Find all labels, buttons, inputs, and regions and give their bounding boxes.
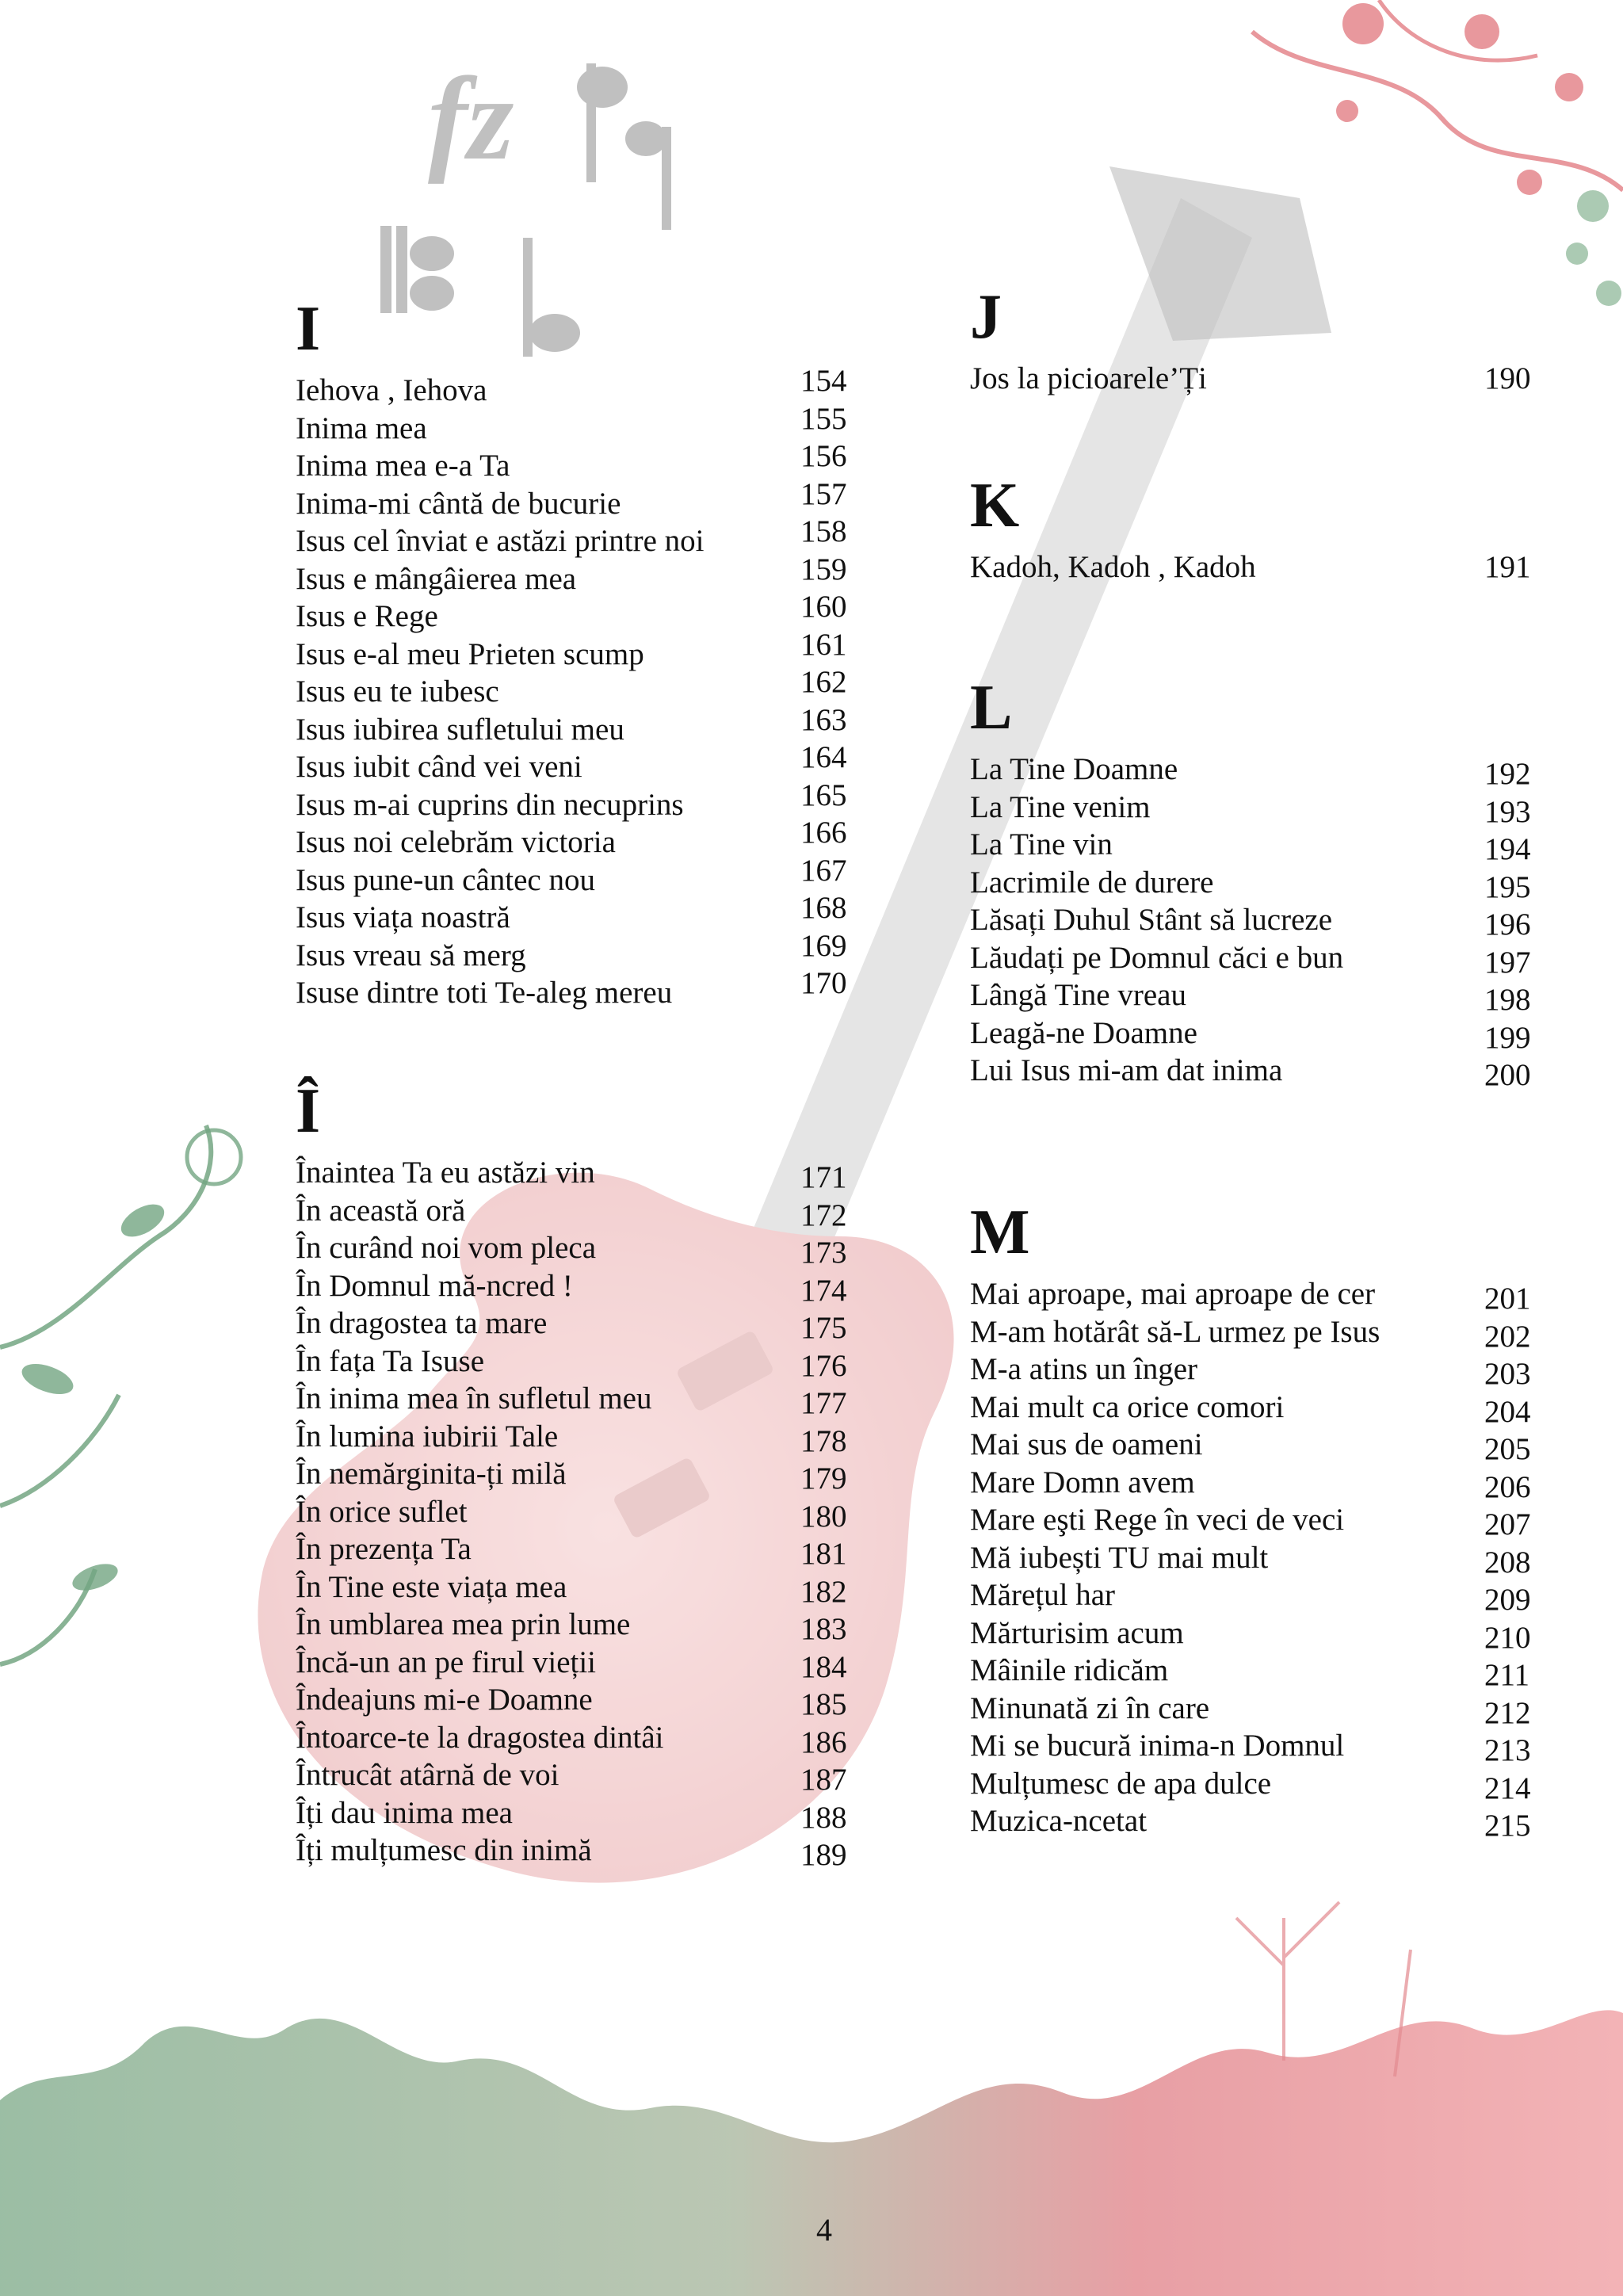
list-item[interactable]: [970, 789, 1531, 829]
song-title: Mare Domn avem: [970, 1465, 1195, 1499]
foliage-decoration-bottom: [0, 1902, 1623, 2296]
song-title: Inima mea: [296, 411, 427, 445]
list-item[interactable]: [970, 1727, 1531, 1767]
page-ref: 198: [1484, 983, 1531, 1017]
floral-decoration-top-right: [1252, 0, 1623, 195]
page-ref: 207: [1484, 1507, 1531, 1541]
list-item[interactable]: [296, 702, 847, 749]
song-title: Întrucât atârnă de voi: [296, 1758, 559, 1792]
list-item[interactable]: [296, 1644, 847, 1684]
song-title: Isus e-al meu Prieten scump: [296, 636, 644, 671]
song-title: Muzica-ncetat: [970, 1804, 1148, 1838]
page-ref: 191: [1484, 550, 1531, 584]
list-item[interactable]: [970, 1802, 1531, 1843]
song-title: În această oră: [296, 1193, 466, 1228]
list-item[interactable]: [296, 928, 847, 975]
page-ref: 189: [800, 1838, 847, 1872]
list-item[interactable]: [296, 1267, 847, 1308]
list-item[interactable]: [970, 976, 1531, 1017]
page-ref: 173: [800, 1236, 847, 1270]
section-letter-j: J: [970, 282, 1002, 352]
song-title: Mi se bucură inima-n Domnul: [970, 1729, 1345, 1763]
page-ref: 184: [800, 1649, 847, 1684]
song-title: Isus cel înviat e astăzi printre noi: [296, 524, 705, 558]
song-title: În dragostea ta mare: [296, 1306, 548, 1340]
list-item[interactable]: [296, 1418, 847, 1458]
page-ref: 160: [800, 590, 847, 624]
page-ref: 196: [1484, 907, 1531, 942]
list-item[interactable]: [296, 1192, 847, 1232]
music-notes-decoration: [380, 53, 671, 357]
list-item[interactable]: [296, 364, 847, 410]
song-title: Isus pune-un cântec nou: [296, 862, 595, 897]
list-item[interactable]: [296, 439, 847, 485]
page-ref: 176: [800, 1348, 847, 1383]
section-m-list: [970, 1275, 1531, 1843]
list-item[interactable]: [970, 1014, 1531, 1055]
list-item[interactable]: [296, 966, 847, 1012]
section-letter-k: K: [970, 471, 1020, 541]
list-item[interactable]: [296, 740, 847, 786]
page-ref: 208: [1484, 1545, 1531, 1580]
page-ref: 157: [800, 476, 847, 511]
list-item[interactable]: [970, 939, 1531, 980]
list-item[interactable]: [296, 401, 847, 448]
list-item[interactable]: [970, 1501, 1531, 1541]
page-number: 4: [816, 2212, 832, 2248]
list-item[interactable]: [970, 1614, 1531, 1655]
list-item[interactable]: [970, 1275, 1531, 1316]
song-title: Mă iubești TU mai mult: [970, 1540, 1269, 1575]
song-title: În Tine este viața mea: [296, 1569, 567, 1604]
page-ref: 213: [1484, 1733, 1531, 1767]
page-ref: 170: [800, 966, 847, 1000]
list-item[interactable]: [296, 665, 847, 711]
page-ref: 195: [1484, 869, 1531, 904]
page-ref: 186: [800, 1725, 847, 1759]
song-title: Jos la picioarele’Ți: [970, 361, 1207, 395]
list-item[interactable]: [296, 1606, 847, 1646]
list-item[interactable]: [970, 864, 1531, 904]
song-title: Mulțumesc de apa dulce: [970, 1766, 1272, 1801]
page-ref: 167: [800, 853, 847, 888]
song-title: Mare eşti Rege în veci de veci: [970, 1503, 1345, 1537]
page-ref: 172: [800, 1198, 847, 1232]
page-ref: 188: [800, 1800, 847, 1835]
page-ref: 202: [1484, 1319, 1531, 1354]
list-item[interactable]: [296, 1681, 847, 1721]
list-item[interactable]: [970, 1313, 1531, 1354]
page-ref: 178: [800, 1423, 847, 1458]
song-title: În lumina iubirii Tale: [296, 1419, 559, 1454]
list-item[interactable]: [296, 853, 847, 900]
song-title: Îndeajuns mi-e Doamne: [296, 1683, 593, 1717]
list-item[interactable]: [970, 1052, 1531, 1092]
page-ref: 185: [800, 1687, 847, 1721]
song-title: Mai sus de oameni: [970, 1427, 1203, 1461]
page-ref: 163: [800, 702, 847, 737]
song-title: Inima-mi cântă de bucurie: [296, 486, 621, 521]
page-ref: 211: [1484, 1658, 1530, 1692]
song-title: Isus vreau să merg: [296, 938, 526, 972]
page-ref: 179: [800, 1461, 847, 1496]
list-item[interactable]: [970, 1765, 1531, 1805]
page-ref: 204: [1484, 1394, 1531, 1429]
index-section-m: [970, 1198, 1531, 1843]
list-item[interactable]: [296, 1343, 847, 1383]
list-item[interactable]: [296, 1305, 847, 1345]
song-title: În umblarea mea prin lume: [296, 1607, 631, 1641]
page-ref: 187: [800, 1763, 847, 1797]
song-title: Isus e Rege: [296, 599, 438, 633]
song-title: În prezența Ta: [296, 1532, 472, 1566]
page-ref: 154: [800, 364, 847, 398]
list-item[interactable]: [970, 1426, 1531, 1466]
section-letter-i: I: [296, 294, 321, 364]
song-title: În orice suflet: [296, 1494, 468, 1529]
song-title: Mai aproape, mai aproape de cer: [970, 1277, 1376, 1311]
section-letter-l: L: [970, 673, 1013, 743]
index-section-l: [970, 673, 1531, 1092]
page-ref: 181: [800, 1537, 847, 1571]
section-letter-m: M: [970, 1198, 1030, 1267]
song-title: Mai mult ca orice comori: [970, 1389, 1285, 1424]
list-item[interactable]: [296, 1568, 847, 1609]
song-title: Isus iubirea sufletului meu: [296, 712, 624, 747]
page-ref: 168: [800, 891, 847, 925]
page-ref: 162: [800, 665, 847, 699]
page-ref: 156: [800, 439, 847, 473]
song-title: M-a atins un înger: [970, 1352, 1198, 1386]
song-title: Încă-un an pe firul vieții: [296, 1645, 597, 1679]
list-item[interactable]: [970, 548, 1531, 586]
list-item[interactable]: [970, 901, 1531, 942]
song-title: În inima mea în sufletul meu: [296, 1381, 652, 1415]
song-title: Minunată zi în care: [970, 1690, 1210, 1725]
page-ref: 169: [800, 928, 847, 963]
list-item[interactable]: [296, 1380, 847, 1420]
song-title: În fața Ta Isuse: [296, 1343, 485, 1378]
section-j-list: [970, 360, 1531, 398]
page-ref: 194: [1484, 832, 1531, 866]
list-item[interactable]: [296, 1794, 847, 1835]
page-ref: 190: [1484, 361, 1531, 395]
list-item[interactable]: [296, 1455, 847, 1496]
song-title: Isus viața noastră: [296, 900, 510, 934]
song-title: Isus eu te iubesc: [296, 674, 499, 709]
song-title: Mărturisim acum: [970, 1615, 1184, 1650]
song-title: La Tine vin: [970, 827, 1113, 861]
page-ref: 197: [1484, 945, 1531, 980]
section-l-list: [970, 751, 1531, 1092]
list-item[interactable]: [970, 826, 1531, 866]
song-title: Mărețul har: [970, 1578, 1116, 1612]
list-item[interactable]: [970, 360, 1531, 398]
song-title: Kadoh, Kadoh , Kadoh: [970, 550, 1256, 584]
song-title: Îți mulțumesc din inimă: [296, 1833, 592, 1867]
page-ref: 214: [1484, 1771, 1531, 1805]
index-section-i: [296, 294, 847, 1012]
page-ref: 159: [800, 552, 847, 586]
page-ref: 205: [1484, 1432, 1531, 1466]
song-title: Mâinile ridicăm: [970, 1653, 1169, 1687]
list-item[interactable]: [296, 1832, 847, 1872]
song-title: Isus m-ai cuprins din necuprins: [296, 787, 684, 822]
page-ref: 155: [800, 401, 847, 436]
list-item[interactable]: [296, 777, 847, 824]
list-item[interactable]: [296, 590, 847, 636]
list-item[interactable]: [296, 1493, 847, 1534]
list-item[interactable]: [296, 1719, 847, 1759]
list-item[interactable]: [296, 514, 847, 560]
song-title: La Tine Doamne: [970, 752, 1178, 786]
list-item[interactable]: [296, 627, 847, 674]
list-item[interactable]: [970, 1576, 1531, 1617]
list-item[interactable]: [296, 552, 847, 598]
section-i-circumflex-list: [296, 1154, 847, 1872]
page-ref: 158: [800, 514, 847, 548]
song-title: Lângă Tine vreau: [970, 978, 1186, 1012]
song-title: Iehova , Iehova: [296, 373, 487, 407]
list-item[interactable]: [296, 1530, 847, 1571]
page-ref: 180: [800, 1499, 847, 1534]
section-k-list: [970, 548, 1531, 586]
index-section-j: [970, 282, 1531, 398]
song-title: În curând noi vom pleca: [296, 1231, 597, 1265]
page-ref: 182: [800, 1574, 847, 1609]
list-item[interactable]: [296, 1756, 847, 1797]
list-item[interactable]: [970, 1539, 1531, 1580]
page-ref: 199: [1484, 1020, 1531, 1055]
song-title: M-am hotărât să-L urmez pe Isus: [970, 1314, 1381, 1349]
page-ref: 193: [1484, 794, 1531, 829]
index-section-k: [970, 471, 1531, 586]
song-title: Isuse dintre toti Te-aleg mereu: [296, 976, 673, 1010]
song-title: Îți dau inima mea: [296, 1795, 513, 1830]
list-item[interactable]: [970, 1389, 1531, 1429]
page-ref: 174: [800, 1273, 847, 1308]
page-ref: 166: [800, 816, 847, 850]
song-title: În nemărginita-ți milă: [296, 1457, 567, 1491]
song-title: Leagă-ne Doamne: [970, 1015, 1197, 1050]
song-title: Lăsați Duhul Stânt să lucreze: [970, 903, 1333, 937]
song-title: În Domnul mă-ncred !: [296, 1268, 573, 1303]
page-ref: 200: [1484, 1058, 1531, 1092]
list-item[interactable]: [296, 816, 847, 861]
page-ref: 209: [1484, 1583, 1531, 1617]
song-title: Lui Isus mi-am dat inima: [970, 1053, 1283, 1087]
list-item[interactable]: [296, 891, 847, 937]
page-ref: 183: [800, 1612, 847, 1646]
page-ref: 215: [1484, 1809, 1531, 1843]
list-item[interactable]: [296, 1229, 847, 1270]
song-title: Inima mea e-a Ta: [296, 449, 510, 483]
list-item[interactable]: [296, 476, 847, 523]
page-ref: 212: [1484, 1695, 1531, 1730]
song-title: Lacrimile de durere: [970, 865, 1214, 900]
page-ref: 192: [1484, 757, 1531, 791]
song-title: Isus e mângâierea mea: [296, 561, 577, 596]
list-item[interactable]: [970, 1652, 1530, 1692]
list-item[interactable]: [970, 751, 1531, 791]
leaf-decoration-top-right: [1566, 190, 1621, 306]
page-ref: 164: [800, 740, 847, 774]
page-ref: 206: [1484, 1469, 1531, 1504]
list-item[interactable]: [970, 1464, 1531, 1504]
page-ref: 175: [800, 1311, 847, 1345]
page-ref: 171: [800, 1160, 847, 1194]
song-title: La Tine venim: [970, 789, 1151, 824]
page-ref: 161: [800, 627, 847, 662]
page-ref: 201: [1484, 1282, 1531, 1316]
song-title: Lăudați pe Domnul căci e bun: [970, 940, 1344, 975]
song-title: Isus iubit când vei veni: [296, 750, 582, 784]
list-item[interactable]: [970, 1350, 1531, 1391]
song-title: Înaintea Ta eu astăzi vin: [296, 1156, 595, 1190]
page-ref: 165: [800, 777, 847, 812]
list-item[interactable]: [970, 1690, 1531, 1730]
page-ref: 177: [800, 1386, 847, 1420]
leaf-decoration-left: [18, 1130, 241, 1595]
section-i-list: [296, 364, 847, 1012]
page-ref: 210: [1484, 1620, 1531, 1655]
svg-text:fz: fz: [428, 53, 514, 185]
song-title: Întoarce-te la dragostea dintâi: [296, 1720, 664, 1755]
song-title: Isus noi celebrăm victoria: [296, 825, 616, 859]
section-letter-i-circumflex: Î: [296, 1076, 321, 1146]
list-item[interactable]: [296, 1154, 847, 1194]
index-section-i-circumflex: [296, 1076, 847, 1872]
page-ref: 203: [1484, 1357, 1531, 1391]
